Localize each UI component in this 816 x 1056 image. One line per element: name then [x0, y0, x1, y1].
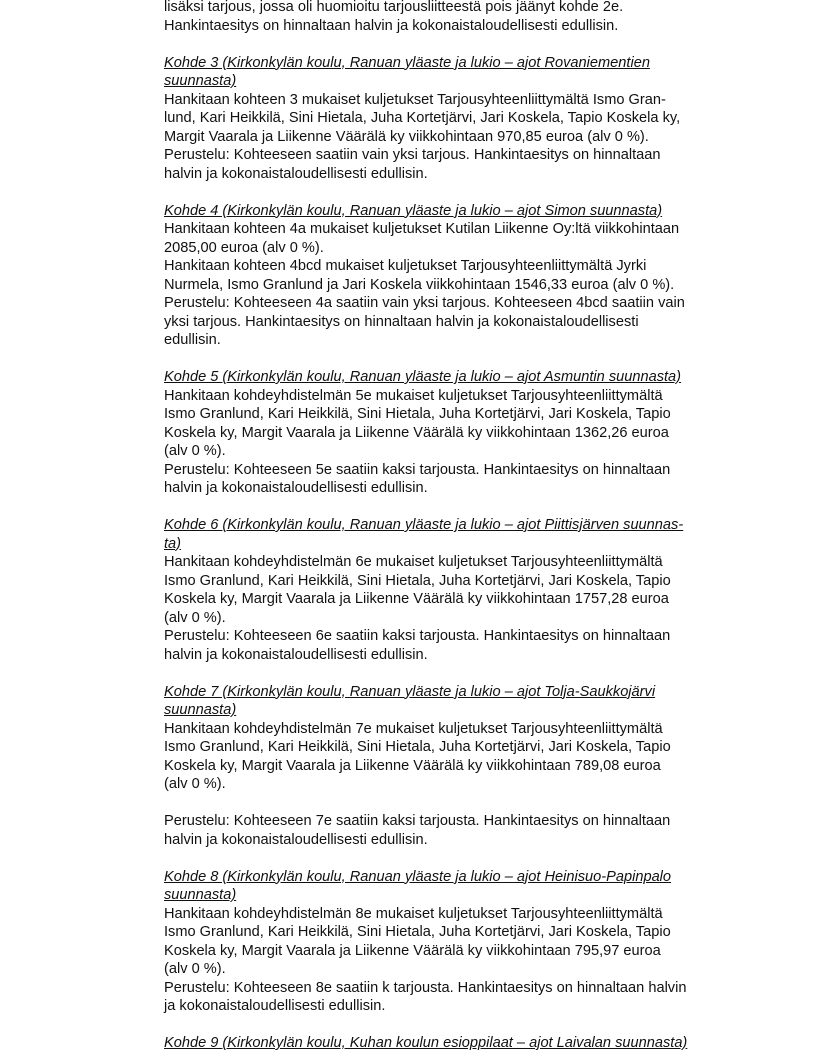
body-line: Ismo Granlund, Kari Heikkilä, Sini Hietala, Juha Kortetjärvi, Jari Koskela, Tapio — [164, 924, 671, 940]
section-kohde — [164, 868, 764, 1016]
body-line: Perustelu: Kohteeseen saatiin vain yksi tarjous. Hankintaesitys on hinnaltaan — [164, 147, 661, 163]
section-kohde — [164, 516, 764, 664]
body-line: Koskela ky, Margit Vaarala ja Liikenne Väärälä ky viikkohintaan 1757,28 euroa — [164, 591, 669, 607]
body-line: (alv 0 %). — [164, 776, 226, 792]
body-line: 2085,00 euroa (alv 0 %). — [164, 239, 324, 256]
body-line: Hankitaan kohteen 4bcd mukaiset kuljetukset Tarjousyhteenliittymältä Jyrki — [164, 258, 647, 274]
body-line: (alv 0 %). — [164, 609, 226, 626]
section-heading: ta) — [164, 535, 182, 552]
body-line: (alv 0 %). — [164, 443, 226, 459]
body-line: Perustelu: Kohteeseen 8e saatiin k tarjousta. Hankintaesitys on hinnaltaan halvin — [164, 979, 687, 996]
intro-paragraph — [164, 0, 764, 35]
body-line: Hankitaan kohdeyhdistelmän 7e mukaiset kuljetukset Tarjousyhteenliittymältä — [164, 720, 663, 737]
section-kohde — [164, 683, 764, 850]
section-kohde — [164, 202, 764, 350]
section-heading: Kohde 9 (Kirkonkylän koulu, Kuhan koulun esioppilaat – ajot Laivalan suunnasta) — [164, 1035, 688, 1051]
body-line: Koskela ky, Margit Vaarala ja Liikenne Väärälä ky viikkohintaan 1362,26 euroa — [164, 424, 669, 441]
paragraph-spacer — [164, 350, 764, 369]
body-line: halvin ja kokonaistaloudellisesti edullisin. — [164, 165, 428, 182]
section-kohde — [164, 1034, 764, 1053]
section-heading: Kohde 8 (Kirkonkylän koulu, Ranuan yläaste ja lukio – ajot Heinisuo-Papinpalo — [164, 868, 672, 885]
section-heading: suunnasta) — [164, 702, 237, 718]
section-heading: suunnasta) — [164, 887, 237, 903]
section-heading: Kohde 3 (Kirkonkylän koulu, Ranuan yläaste ja lukio – ajot Rovaniementien — [164, 54, 650, 71]
sections — [164, 35, 764, 1053]
body-line: lisäksi tarjous, jossa oli huomioitu tarjousliitteestä pois jäänyt kohde 2e. — [164, 0, 624, 15]
body-line: Ismo Granlund, Kari Heikkilä, Sini Hietala, Juha Kortetjärvi, Jari Koskela, Tapio — [164, 572, 671, 589]
paragraph-spacer — [164, 849, 764, 868]
section-heading: Kohde 6 (Kirkonkylän koulu, Ranuan yläaste ja lukio – ajot Piittisjärven suunnas- — [164, 517, 684, 533]
body-line: Hankintaesitys on hinnaltaan halvin ja kokonaistaloudellisesti edullisin. — [164, 17, 619, 34]
paragraph-spacer — [164, 183, 764, 202]
body-line: Nurmela, Ismo Granlund ja Jari Koskela viikkohintaan 1546,33 euroa (alv 0 %). — [164, 276, 675, 293]
paragraph-spacer — [164, 664, 764, 683]
body-line: Hankitaan kohteen 4a mukaiset kuljetukset Kutilan Liikenne Oy:ltä viikkohintaan — [164, 221, 680, 237]
body-line: Koskela ky, Margit Vaarala ja Liikenne Väärälä ky viikkohintaan 795,97 euroa — [164, 942, 661, 959]
body-line: Perustelu: Kohteeseen 5e saatiin kaksi tarjousta. Hankintaesitys on hinnaltaan — [164, 461, 671, 478]
body-line: Ismo Granlund, Kari Heikkilä, Sini Hietala, Juha Kortetjärvi, Jari Koskela, Tapio — [164, 739, 671, 755]
body-line: yksi tarjous. Hankintaesitys on hinnaltaan halvin ja kokonaistaloudellisesti — [164, 313, 639, 330]
body-line: ja kokonaistaloudellisesti edullisin. — [164, 998, 386, 1014]
body-line: halvin ja kokonaistaloudellisesti edullisin. — [164, 480, 428, 496]
body-line: Hankitaan kohteen 3 mukaiset kuljetukset Tarjousyhteenliittymältä Ismo Gran- — [164, 91, 666, 108]
body-line: halvin ja kokonaistaloudellisesti edullisin. — [164, 646, 428, 663]
body-line: Hankitaan kohdeyhdistelmän 6e mukaiset kuljetukset Tarjousyhteenliittymältä — [164, 554, 663, 570]
body-line: Perustelu: Kohteeseen 6e saatiin kaksi tarjousta. Hankintaesitys on hinnaltaan — [164, 628, 671, 644]
paragraph-spacer — [164, 1016, 764, 1035]
section-heading: Kohde 4 (Kirkonkylän koulu, Ranuan yläaste ja lukio – ajot Simon suunnasta) — [164, 202, 663, 219]
section-kohde — [164, 54, 764, 184]
body-line: (alv 0 %). — [164, 961, 226, 977]
section-heading: Kohde 7 (Kirkonkylän koulu, Ranuan yläaste ja lukio – ajot Tolja-Saukkojärvi — [164, 683, 656, 700]
document-page — [164, 0, 764, 1053]
body-line: edullisin. — [164, 332, 221, 348]
body-line: Perustelu: Kohteeseen 7e saatiin kaksi tarjousta. Hankintaesitys on hinnaltaan — [164, 813, 671, 829]
body-line: Perustelu: Kohteeseen 4a saatiin vain yksi tarjous. Kohteeseen 4bcd saatiin vain — [164, 295, 685, 311]
blank-line — [164, 794, 764, 813]
body-line: Hankitaan kohdeyhdistelmän 8e mukaiset kuljetukset Tarjousyhteenliittymältä — [164, 905, 663, 922]
paragraph-spacer — [164, 35, 764, 54]
section-heading: Kohde 5 (Kirkonkylän koulu, Ranuan yläaste ja lukio – ajot Asmuntin suunnasta) — [164, 369, 682, 385]
section-heading: suunnasta) — [164, 73, 237, 89]
paragraph-spacer — [164, 498, 764, 517]
section-kohde — [164, 368, 764, 498]
body-line: halvin ja kokonaistaloudellisesti edullisin. — [164, 831, 428, 848]
body-line: Ismo Granlund, Kari Heikkilä, Sini Hietala, Juha Kortetjärvi, Jari Koskela, Tapio — [164, 406, 671, 422]
body-line: Margit Vaarala ja Liikenne Väärälä ky viikkohintaan 970,85 euroa (alv 0 %). — [164, 128, 649, 145]
body-line: Hankitaan kohdeyhdistelmän 5e mukaiset kuljetukset Tarjousyhteenliittymältä — [164, 387, 663, 404]
body-line: Koskela ky, Margit Vaarala ja Liikenne Väärälä ky viikkohintaan 789,08 euroa — [164, 757, 661, 774]
body-line: lund, Kari Heikkilä, Sini Hietala, Juha Kortetjärvi, Jari Koskela, Tapio Koskela ky, — [164, 110, 681, 126]
